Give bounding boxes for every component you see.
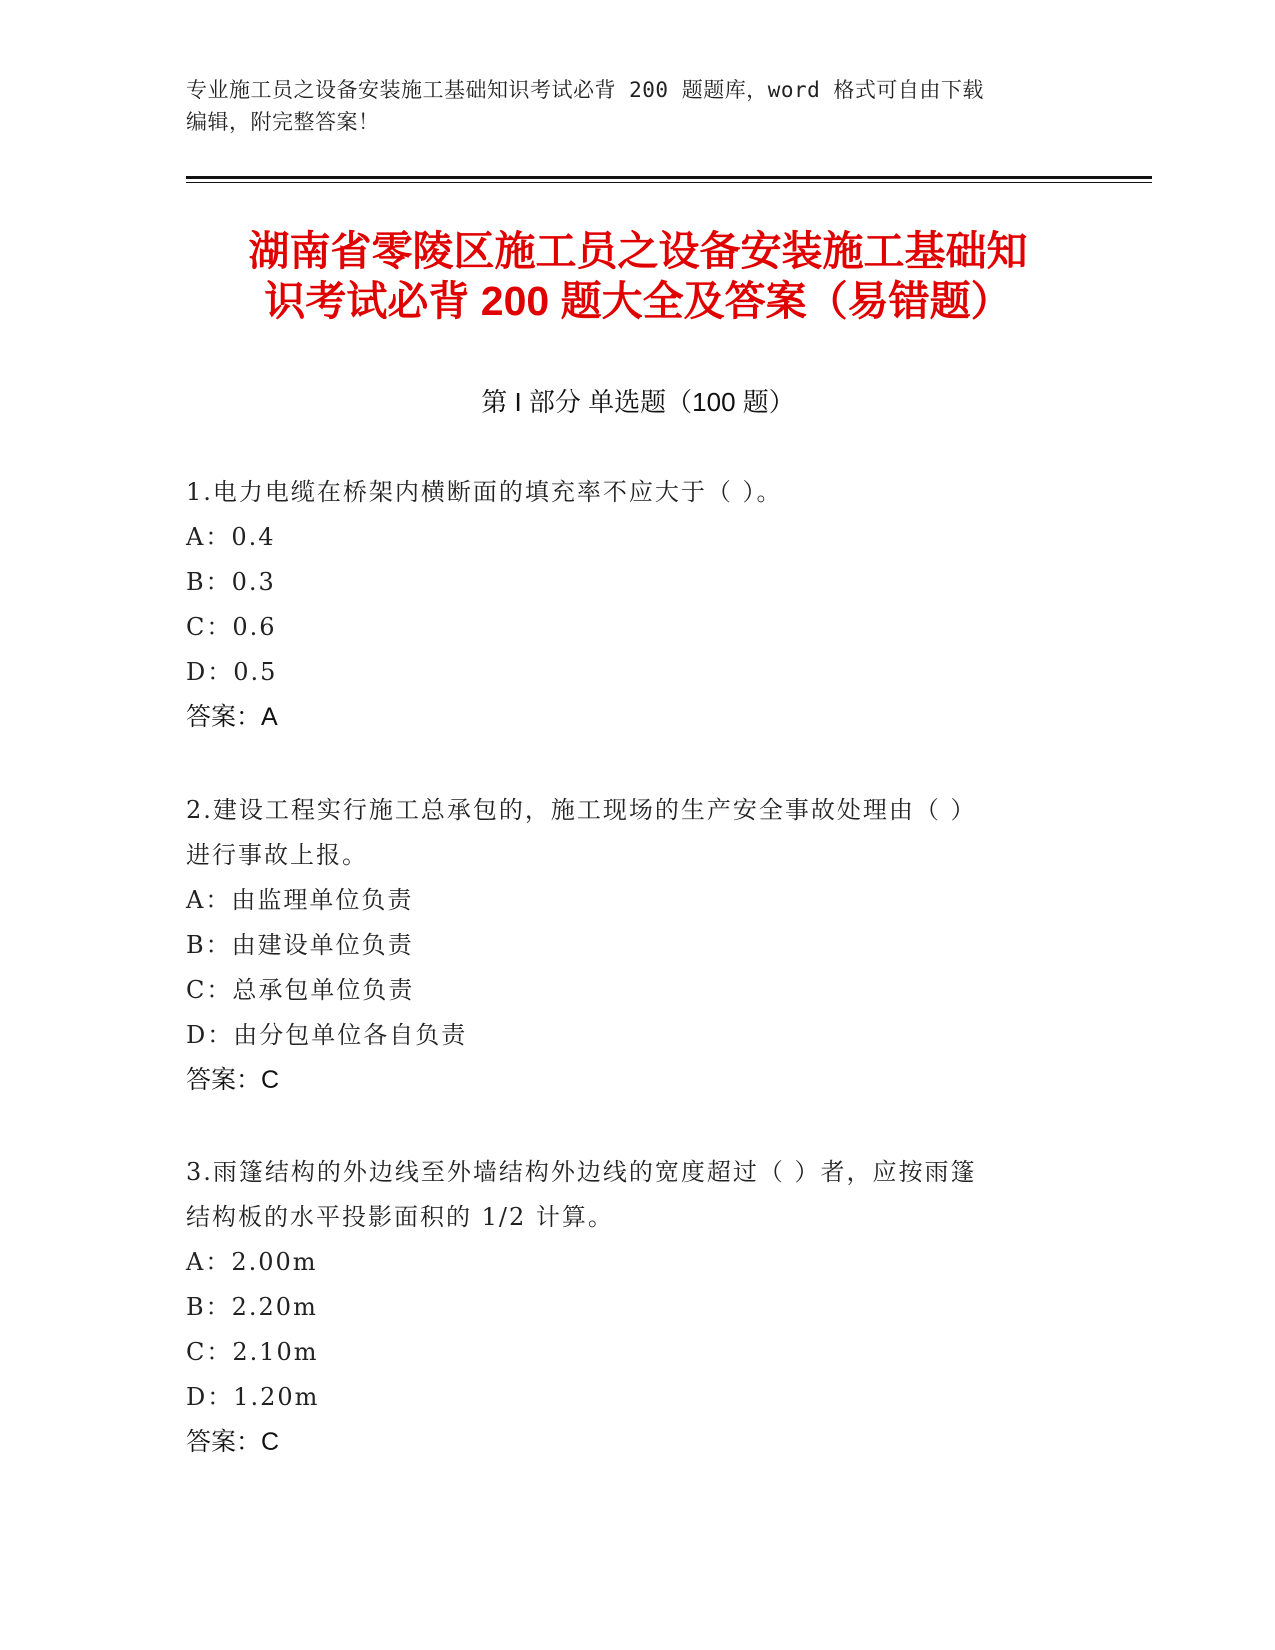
document-title: [186, 226, 1090, 326]
document-title-line: 识考试必背 200 题大全及答案（易错题）: [264, 278, 1012, 324]
question-text: 3.雨篷结构的外边线至外墙结构外边线的宽度超过（ ）者，应按雨篷: [186, 1158, 977, 1186]
option-c: C：0.6: [186, 613, 277, 641]
header-divider-thin: [186, 182, 1152, 183]
option-d: D：0.5: [186, 658, 278, 686]
option-d: D：由分包单位各自负责: [186, 1021, 468, 1049]
header-note-line: 编辑，附完整答案！: [186, 110, 380, 134]
option-b: B：0.3: [186, 568, 276, 596]
question-text-continued: 结构板的水平投影面积的 1/2 计算。: [186, 1203, 614, 1231]
option-a: A：2.00m: [186, 1248, 318, 1276]
question-block: [186, 1150, 1086, 1465]
option-c: C：总承包单位负责: [186, 976, 415, 1004]
document-title-line: 湖南省零陵区施工员之设备安装施工基础知: [248, 228, 1028, 274]
header-note: [186, 74, 1086, 138]
header-note-line: 专业施工员之设备安装施工基础知识考试必背 200 题题库，word 格式可自由下载: [186, 78, 984, 102]
question-text-continued: 进行事故上报。: [186, 841, 368, 869]
question-block: [186, 788, 1086, 1103]
option-b: B：由建设单位负责: [186, 931, 414, 959]
question-text: 2.建设工程实行施工总承包的，施工现场的生产安全事故处理由（ ）: [186, 796, 977, 824]
option-c: C：2.10m: [186, 1338, 319, 1366]
option-a: A：0.4: [186, 523, 276, 551]
option-b: B：2.20m: [186, 1293, 318, 1321]
question-text: 1.电力电缆在桥架内横断面的填充率不应大于（ ）。: [186, 478, 783, 506]
header-divider: [186, 176, 1152, 179]
answer-label: 答案：C: [186, 1428, 280, 1456]
option-d: D：1.20m: [186, 1383, 320, 1411]
option-a: A：由监理单位负责: [186, 886, 414, 914]
question-block: [186, 470, 1086, 740]
section-title: 第 I 部分 单选题（100 题）: [481, 387, 795, 417]
answer-label: 答案：A: [186, 703, 278, 731]
answer-label: 答案：C: [186, 1066, 280, 1094]
